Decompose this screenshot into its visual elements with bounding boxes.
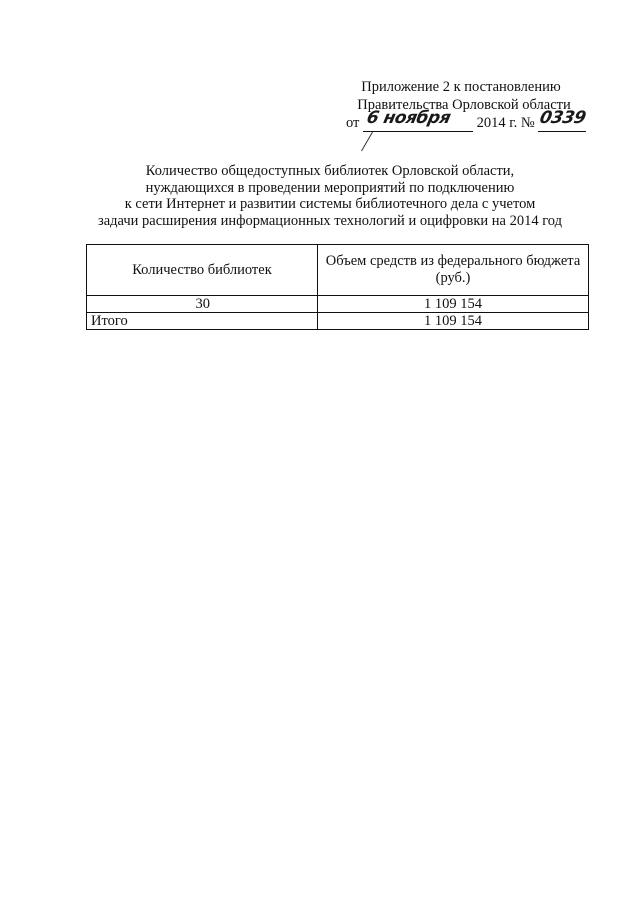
date-blank [363, 108, 473, 132]
appendix-date-number-line [346, 108, 588, 132]
title-line-1: Количество общедоступных библиотек Орловской области, [145, 163, 515, 179]
cell-total-amount: 1 109 154 [318, 313, 589, 330]
table-row [87, 296, 589, 313]
title-line-3: к сети Интернет и развитии системы библиотечного дела с учетом [124, 196, 536, 212]
date-prefix: от [346, 115, 360, 131]
header-federal-budget: Объем средств из федерального бюджета (руб.) [318, 245, 589, 296]
title-line-4: задачи расширения информационных технологий и оцифровки на 2014 год [97, 212, 563, 229]
cell-library-count: 30 [87, 296, 318, 313]
document-title [76, 163, 584, 229]
budget-table [86, 244, 589, 330]
table-header-row [87, 245, 589, 296]
year-number-label: 2014 г. № [476, 115, 535, 131]
title-line-2: нуждающихся в проведении мероприятий по подключению [145, 179, 515, 196]
handwritten-stroke [361, 132, 373, 152]
header-library-count: Количество библиотек [87, 245, 318, 296]
table-row-total [87, 313, 589, 330]
handwritten-date: 6 ноября [364, 108, 453, 128]
appendix-line-2: Правительства Орловской области [357, 97, 571, 113]
appendix-line-1: Приложение 2 к постановлению [361, 79, 561, 95]
handwritten-number: 0339 [538, 108, 588, 128]
cell-total-label: Итого [87, 313, 318, 330]
cell-budget-amount: 1 109 154 [318, 296, 589, 313]
number-blank [538, 108, 588, 132]
